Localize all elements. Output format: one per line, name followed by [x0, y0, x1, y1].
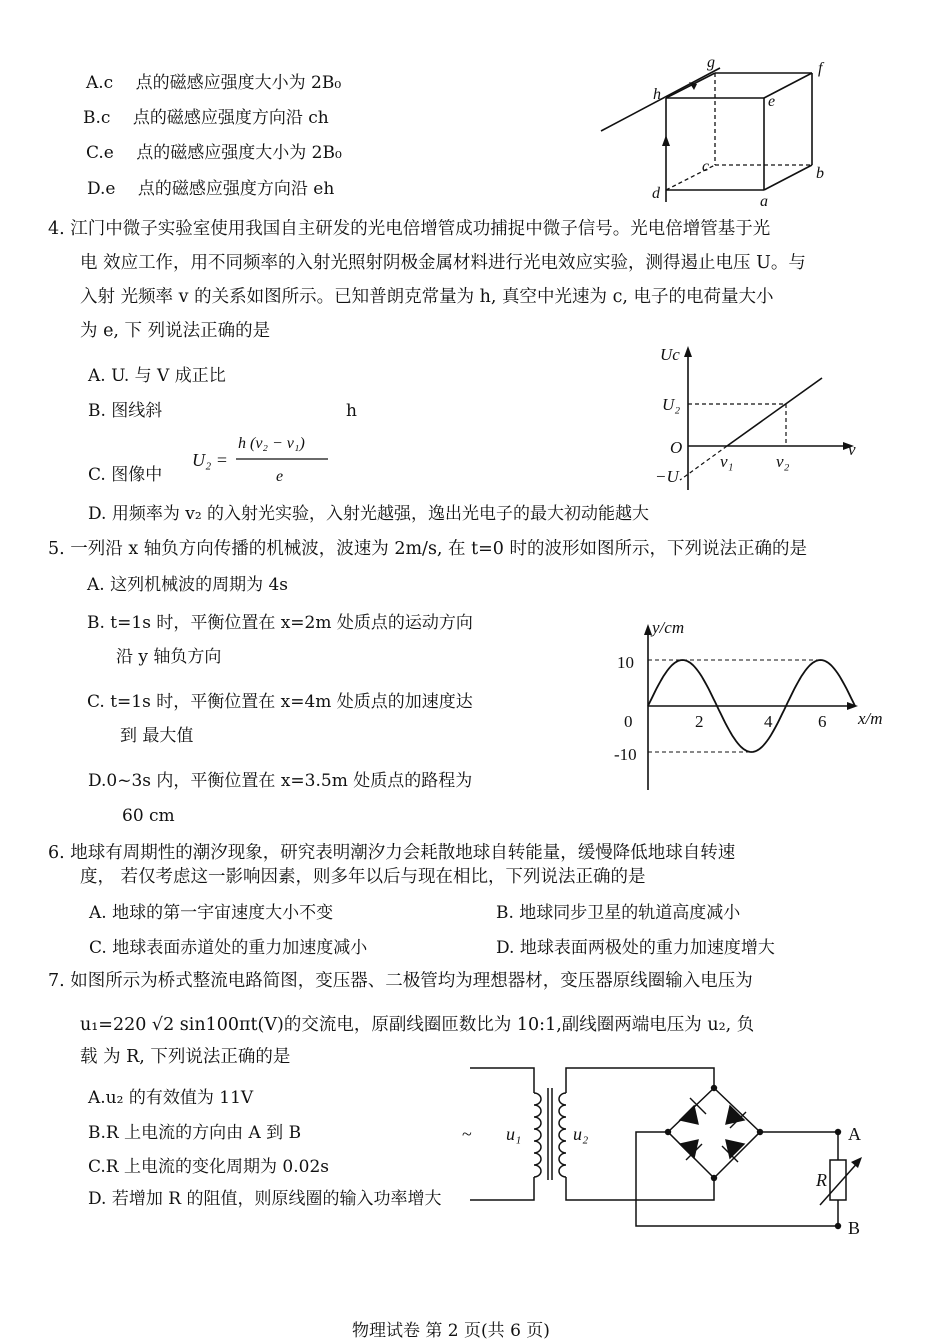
q3-option-d: D.e 点的磁感应强度方向沿 eh — [87, 179, 335, 199]
q6-option-c: C. 地球表面赤道处的重力加速度减小 — [89, 938, 368, 958]
q4-option-b-tail: h — [346, 401, 357, 421]
q5-option-c-line1: C. t=1s 时，平衡位置在 x=4m 处质点的加速度达 — [87, 692, 473, 712]
q5-graph-xlabel: x/m — [858, 709, 883, 728]
q7-option-a: A.u₂ 的有效值为 11V — [88, 1088, 254, 1108]
q4-stem-line4: 为 e, 下 列说法正确的是 — [80, 321, 271, 341]
q4-graph-v1: ν₁ — [720, 452, 734, 471]
q3-label-h: h — [653, 86, 661, 103]
q7-circuit-u1: u₁ — [506, 1124, 522, 1144]
q3-label-g: g — [707, 54, 715, 71]
q7-circuit-source: ~ — [462, 1124, 472, 1144]
q4-formula-num: h (ν₂ − ν₁) — [238, 435, 305, 452]
q3-option-a: A.c 点的磁感应强度大小为 2B₀ — [86, 73, 342, 93]
q6-stem-line1: 6. 地球有周期性的潮汐现象，研究表明潮汐力会耗散地球自转能量，缓慢降低地球自转速 — [48, 843, 736, 863]
q5-tick-y10: 10 — [617, 653, 634, 672]
q4-formula-lhs: U₂ = — [192, 450, 228, 470]
q3-label-c: c — [702, 158, 710, 175]
q3-label-f: f — [818, 60, 823, 77]
q4-option-d: D. 用频率为 v₂ 的入射光实验，入射光越强，逸出光电子的最大初动能越大 — [88, 504, 650, 524]
q7-circuit-r: R — [816, 1170, 827, 1190]
q4-stem-line2: 电 效应工作，用不同频率的入射光照射阴极金属材料进行光电效应实验，测得遏止电压 U。与 — [80, 253, 806, 273]
q4-option-c: C. 图像中 — [88, 465, 163, 485]
q4-formula-den: e — [276, 468, 284, 485]
q4-graph-v2: ν₂ — [776, 452, 790, 471]
q4-option-b: B. 图线斜 — [88, 401, 163, 421]
q7-stem-line2: u₁=220 √2 sin100πt(V)的交流电，原副线圈匝数比为 10:1,副线圈两端电压为 u₂, 负 — [80, 1015, 755, 1035]
q7-circuit-b: B — [848, 1218, 861, 1238]
q5-tick-x4: 4 — [764, 712, 773, 731]
q6-stem-line2: 度， 若仅考虑这一影响因素，则多年以后与现在相比，下列说法正确的是 — [80, 867, 646, 887]
q5-option-b-line1: B. t=1s 时，平衡位置在 x=2m 处质点的运动方向 — [87, 613, 473, 633]
q3-label-e: e — [768, 93, 776, 110]
q5-tick-yneg10: -10 — [614, 745, 637, 764]
q3-option-b: B.c 点的磁感应强度方向沿 ch — [83, 108, 329, 128]
q6-option-d: D. 地球表面两极处的重力加速度增大 — [496, 938, 775, 958]
q7-stem-line3: 载 为 R, 下列说法正确的是 — [80, 1047, 291, 1067]
q3-option-c: C.e 点的磁感应强度大小为 2B₀ — [86, 143, 342, 163]
q5-tick-y0: 0 — [624, 712, 633, 731]
q5-option-d-line1: D.0~3s 内，平衡位置在 x=3.5m 处质点的路程为 — [88, 771, 473, 791]
q5-tick-x2: 2 — [695, 712, 704, 731]
q4-graph-neg: −U — [655, 467, 679, 486]
q7-option-b: B.R 上电流的方向由 A 到 B — [88, 1123, 302, 1143]
q3-label-d: d — [652, 185, 660, 202]
q7-option-d: D. 若增加 R 的阻值，则原线圈的输入功率增大 — [88, 1189, 442, 1209]
q7-option-c: C.R 上电流的变化周期为 0.02s — [88, 1157, 329, 1177]
q4-graph-origin: O — [670, 438, 683, 457]
page-footer: 物理试卷 第 2 页(共 6 页) — [352, 1321, 550, 1341]
q5-option-b-line2: 沿 y 轴负方向 — [116, 647, 222, 667]
q4-option-a: A. U. 与 V 成正比 — [88, 366, 226, 386]
q4-graph-xlabel: ν — [848, 440, 856, 459]
q7-circuit-u2: u₂ — [573, 1124, 589, 1144]
q5-option-a: A. 这列机械波的周期为 4s — [87, 575, 289, 595]
q4-graph-ylabel: Uc — [660, 345, 680, 364]
q5-graph-ylabel: y/cm — [652, 618, 685, 637]
q3-label-b: b — [816, 165, 824, 182]
q4-stem-line1: 4. 江门中微子实验室使用我国自主研发的光电倍增管成功捕捉中微子信号。光电倍增管基于光 — [48, 219, 771, 239]
q6-option-b: B. 地球同步卫星的轨道高度减小 — [496, 903, 741, 923]
q7-circuit-a: A — [848, 1124, 861, 1144]
q5-option-d-line2: 60 cm — [122, 806, 175, 826]
q5-option-c-line2: 到 最大值 — [120, 726, 194, 746]
q4-graph-u2: U₂ — [662, 395, 681, 414]
q5-stem: 5. 一列沿 x 轴负方向传播的机械波，波速为 2m/s, 在 t=0 时的波形如图所示，下列说法正确的是 — [48, 539, 808, 559]
q7-stem-line1: 7. 如图所示为桥式整流电路简图，变压器、二极管均为理想器材，变压器原线圈输入电压为 — [48, 971, 753, 991]
q4-stem-line3: 入射 光频率 v 的关系如图所示。已知普朗克常量为 h, 真空中光速为 c, 电子的电荷量大小 — [80, 287, 774, 307]
q6-option-a: A. 地球的第一宇宙速度大小不变 — [89, 903, 334, 923]
q3-label-a: a — [760, 193, 768, 210]
q5-tick-x6: 6 — [818, 712, 827, 731]
